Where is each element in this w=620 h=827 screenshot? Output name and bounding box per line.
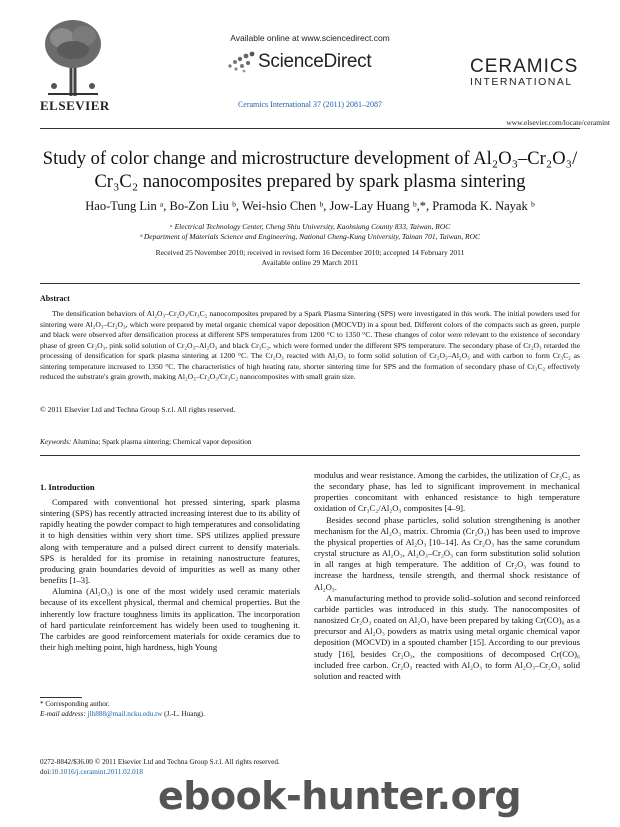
- keywords: [40, 437, 252, 446]
- sciencedirect-dots-icon: [226, 50, 256, 74]
- publisher-name: ELSEVIER: [40, 98, 110, 113]
- issn-line: 0272-8842/$36.00 © 2011 Elsevier Ltd and Techna Group S.r.l. All rights reserved.: [40, 758, 280, 766]
- body-column-left: [40, 497, 300, 653]
- footnote: [40, 699, 205, 719]
- paragraph: Alumina (Al₂O₃) is one of the most widely used ceramic materials because of its excellent physical, thermal and chemical properties. But the inherently low fracture toughness limits its application. The incorporation of hard particulate reinforcement has widely been used to toughening it. The carbides are good reinforcement materials for oxide ceramics due to their high melting point, high hardness, high Young: [40, 586, 300, 653]
- watermark-text: ebook-hunter.org: [158, 774, 522, 818]
- footnote-rule: [40, 697, 82, 698]
- journal-logo: [470, 56, 600, 88]
- received-dates: Received 25 November 2010; received in revised form 16 December 2010; accepted 14 February 2011: [155, 248, 465, 257]
- paragraph: modulus and wear resistance. Among the carbides, the utilization of Cr₃C₂ as the secondary phase, has led to significant improvement in mechanical properties concomitant with enhanced resistance to high temperature oxidation of Cr₃C₂/Al₂O₃ composites [4–9].: [314, 470, 580, 514]
- corresponding-author-note: * Corresponding author.: [40, 700, 110, 708]
- email-line: [40, 709, 205, 719]
- sciencedirect-logo-text: ScienceDirect: [258, 51, 372, 72]
- abstract-heading: Abstract: [40, 294, 70, 303]
- abstract-top-rule: [40, 283, 580, 284]
- paragraph: Besides second phase particles, solid solution strengthening is another mechanism for the Al₂O₃ matrix. Chromia (Cr₂O₃) has been used to improve the physical properties of Al₂O₃ [10–14]. As Cr₂O₃ has the same corundum crystal structure as Al₂O₃, Al₂O₃–Cr₂O₃ can form substitution solid solution in all ranges at high temperature. The addition of Cr₂O₃ was found to increase the hardness, tensile strength, and thermal shock resistance of Al₂O₃.: [314, 514, 580, 592]
- elsevier-tree-logo: [40, 16, 106, 98]
- affiliation-a: ᵃ Electrical Technology Center, Cheng Shiu University, Kaohsiung County 833, Taiwan, ROC: [169, 222, 451, 231]
- doi-label: doi:: [40, 768, 52, 776]
- available-online-text: Available online at www.sciencedirect.com: [230, 33, 390, 43]
- keywords-text: Alumina; Spark plasma sintering; Chemical vapor deposition: [72, 437, 252, 446]
- article-title: [30, 148, 590, 194]
- paragraph: Compared with conventional hot pressed sintering, spark plasma sintering (SPS) has recently attracted increasing interest due to its ability of rapidly heating the powder compact to high temperatures and consolidating it to high densities within very short time. SPS utilizes applied pressure along with temperature and a pulsed direct current to densify materials. SPS is heralded for its promise in retaining nanostructure features, producing grain boundaries devoid of impurities as well as many other benefits [1–3].: [40, 497, 300, 586]
- journal-url[interactable]: www.elsevier.com/locate/ceramint: [506, 118, 610, 127]
- abstract-text: The densification behaviors of Al₂O₃–Cr₂O₃/Cr₃C₂ nanocomposites prepared by a Spark Plasma Sintering (SPS) were investigated in this work. The initial powders used for sintering were Al₂O₃–Cr₂O₃, which were prepared by metal organic chemical vapor deposition (MOCVD) in a spout bed. Different colors of the compacts such as green, purple and black were observed after densification process at different SPS temperatures from 1200 °C to 1350 °C. These changes of color were relevant to the existence of secondary phase of green Cr₂O₃, pink solid solution of Cr₂O₃–Al₂O₃ and black Cr₃C₂, which were formed under the different SPS temperature. The secondary phase of Cr₂O₃ retarded the processing of densification for spark plasma sintering at 1200 °C. The Cr₂O₃ reacted with Al₂O₃ to form solid solution of Cr₂O₃–Al₂O₃ and with carbon to form Cr₃C₂ as sintering temperature increased to 1350 °C. The characteristics of high heating rate, shorter sintering time for SPS and the formation of secondary phase of Cr₃C₂ effectively reduced the substrate's grain growth, making Al₂O₃–Cr₂O₃/Cr₃C₂ nanocomposites with small grain size.: [40, 309, 580, 381]
- available-date: Available online 29 March 2011: [261, 258, 359, 267]
- keywords-label: Keywords:: [40, 437, 72, 446]
- body-column-right: [314, 470, 580, 682]
- doi-link[interactable]: 10.1016/j.ceramint.2011.02.018: [51, 768, 143, 776]
- journal-logo-line1: CERAMICS: [470, 56, 579, 77]
- email-owner: (J.-L. Huang).: [164, 710, 205, 718]
- abstract-copyright: © 2011 Elsevier Ltd and Techna Group S.r.l. All rights reserved.: [40, 405, 236, 414]
- abstract-bottom-rule: [40, 455, 580, 456]
- email-label: E-mail address:: [40, 710, 86, 718]
- title-line-2: Cr₃C₂ nanocomposites prepared by spark plasma sintering: [94, 172, 526, 192]
- email-link[interactable]: jlh888@mail.ncku.edu.tw: [87, 710, 163, 718]
- journal-reference-link[interactable]: Ceramics International 37 (2011) 2081–2087: [237, 100, 383, 109]
- title-line-1: Study of color change and microstructure development of Al₂O₃–Cr₂O₃/: [42, 149, 578, 169]
- author-list: Hao-Tung Lin ᵃ, Bo-Zon Liu ᵇ, Wei-hsio Chen ᵇ, Jow-Lay Huang ᵇ,*, Pramoda K. Nayak ᵇ: [85, 199, 535, 213]
- header-rule: [40, 128, 580, 129]
- affiliation-b: ᵇ Department of Materials Science and Engineering, National Cheng-Kung University, Tainan 701, Taiwan, ROC: [140, 232, 480, 241]
- section-heading-introduction: 1. Introduction: [40, 482, 95, 492]
- journal-logo-line2: INTERNATIONAL: [470, 76, 573, 88]
- paragraph: A manufacturing method to provide solid–solution and second reinforced carbide particles was introduced in this study. The nanocomposites of nanosized Cr₂O₃ coated on Al₂O₃ have been prepared by taking Cr(CO)₆ as a precursor and Al₂O₃ powders as matrix using metal organic chemical vapor deposition (MOCVD) in a spouted chamber [15]. According to our previous study [16], besides Cr₂O₃, the compositions of decomposed Cr(CO)₆ included free carbon. Cr₂O₃ reacted with Al₂O₃ to form Al₂O₃–Cr₂O₃ solid solution and reacted with: [314, 592, 580, 681]
